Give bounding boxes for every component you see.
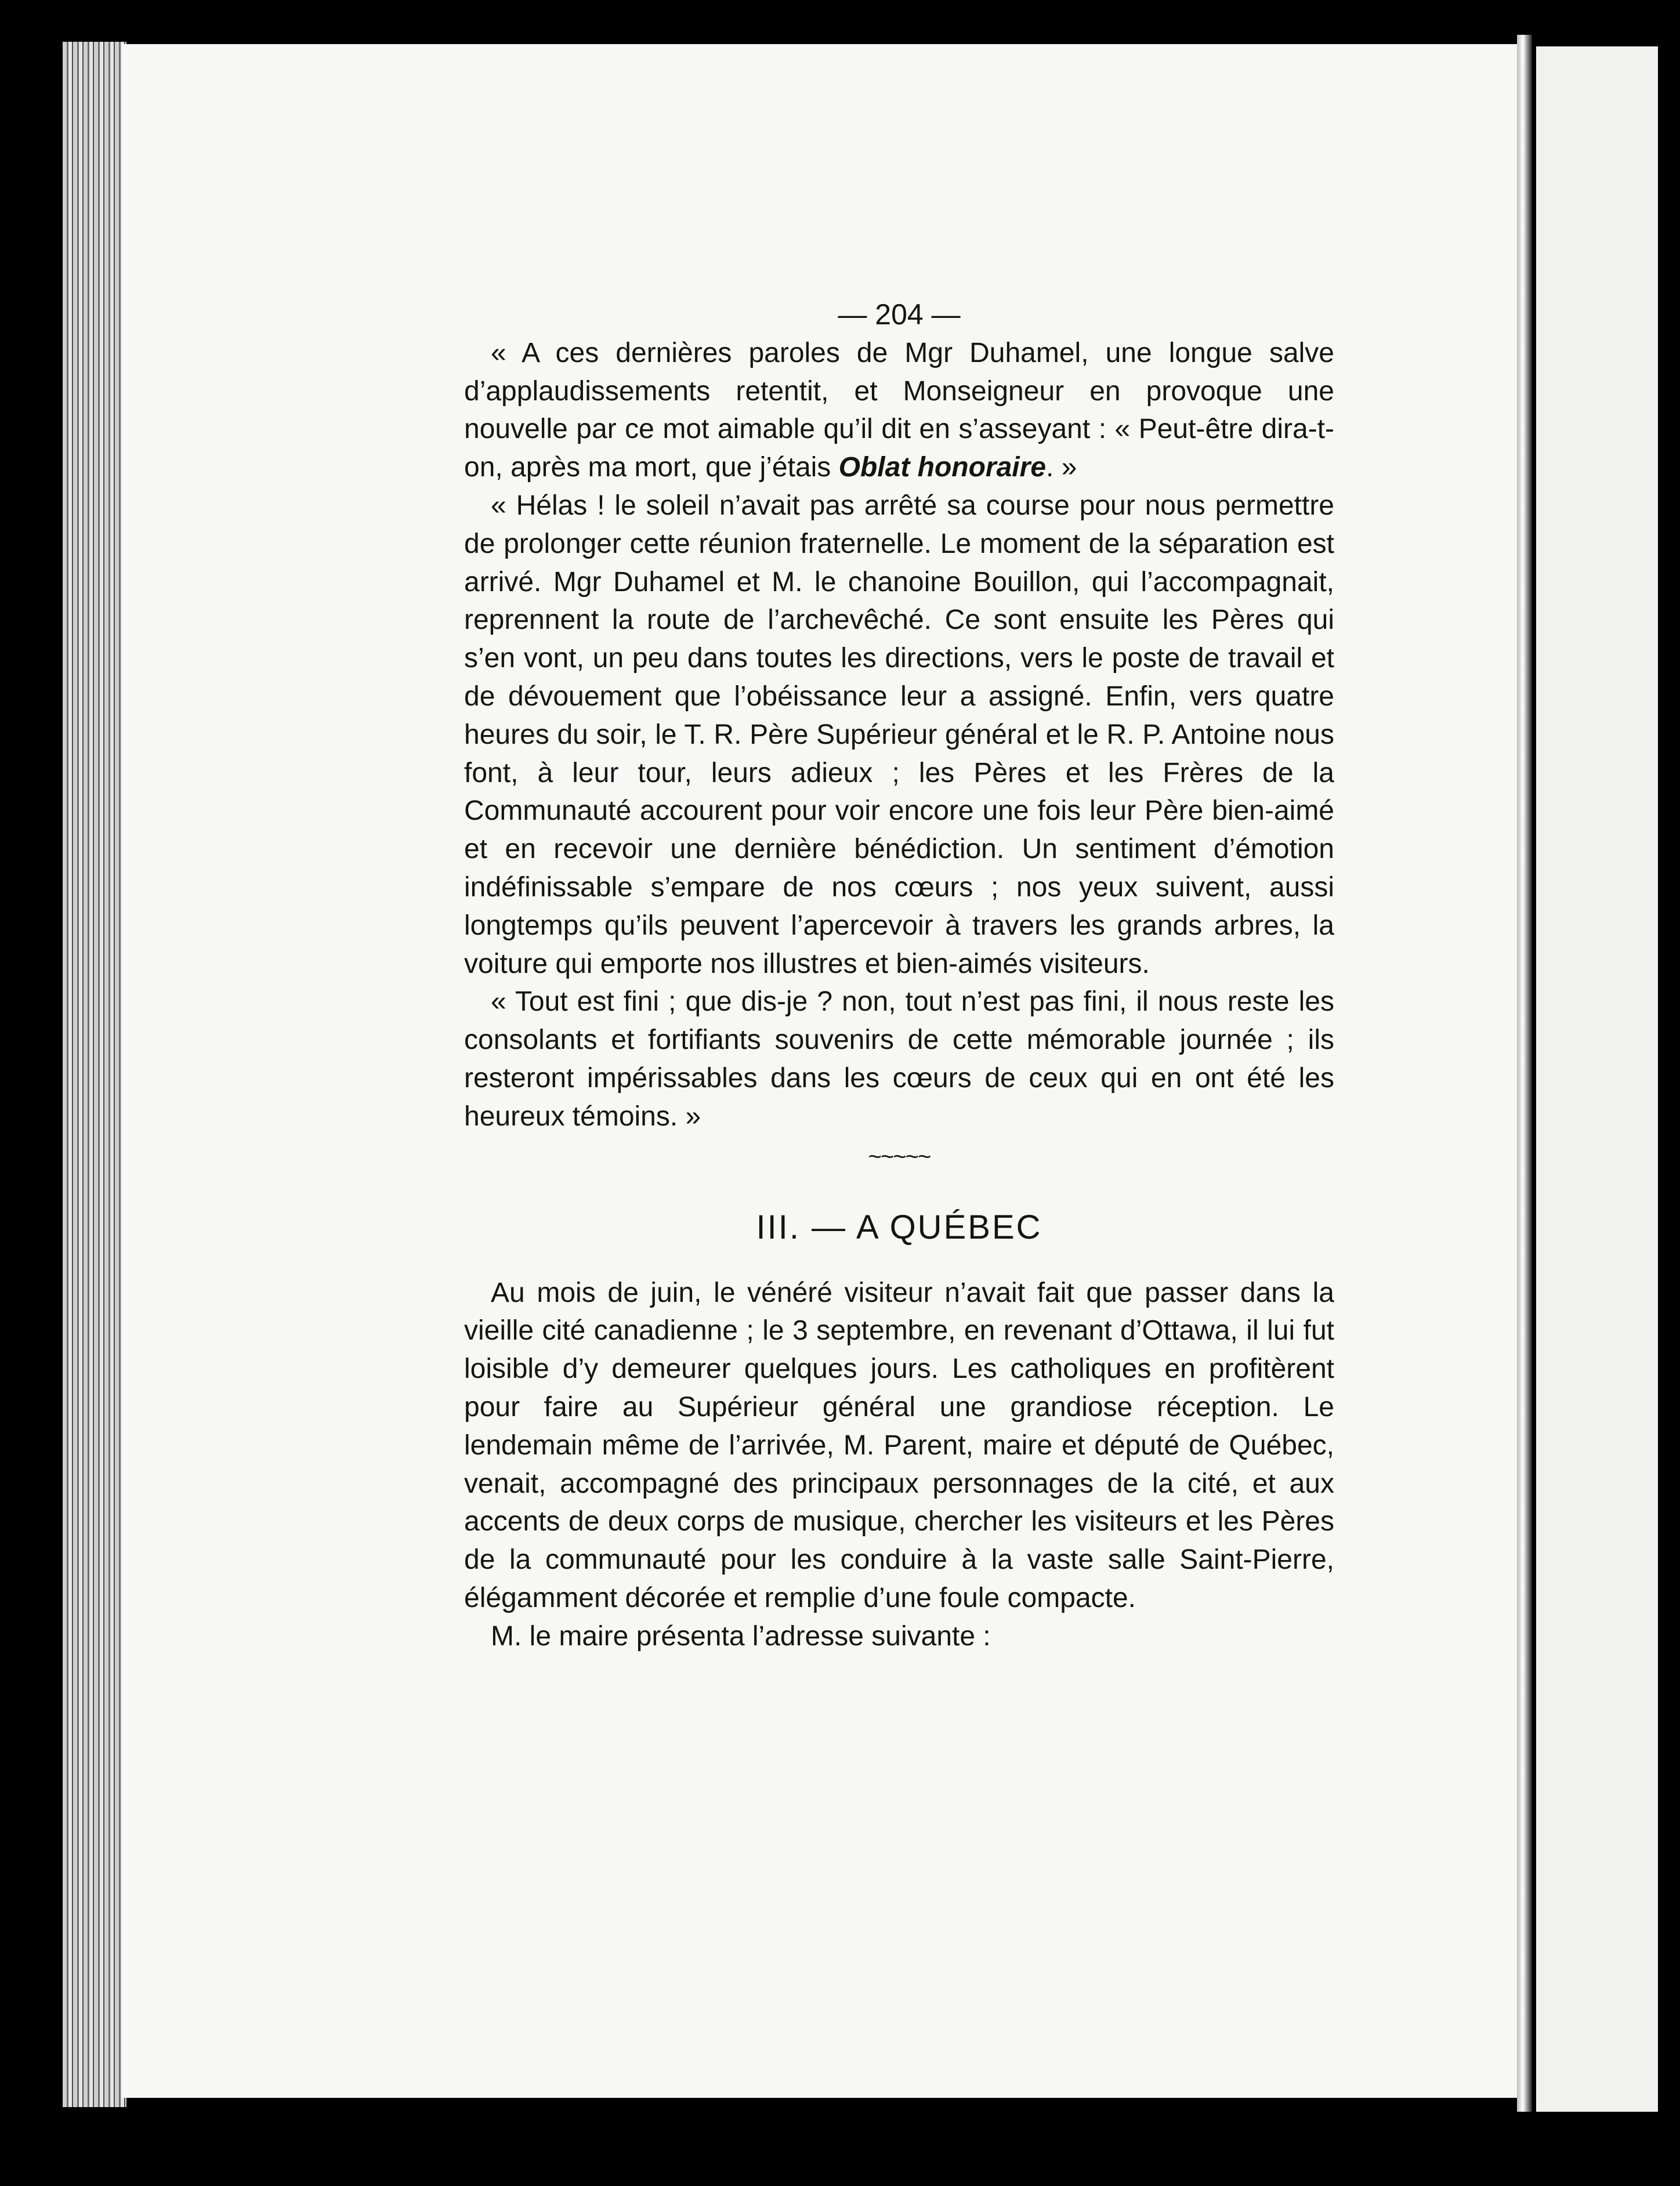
paragraph — [464, 334, 1334, 487]
italic-text: Oblat honoraire — [838, 452, 1047, 483]
paragraph: « Tout est fini ; que dis-je ? non, tout n’est pas fini, il nous reste les consolants et fortifiants souvenirs de cette mémorable journée ; ils resteront impérissables dans les cœurs de ceux qui en ont été les heureux témoins. » — [464, 986, 1334, 1132]
paragraph-text: « A ces dernières paroles de Mgr Duhamel, une longue salve d’applaudissements retentit, et Monseigneur en provoque une nouvelle par ce mot aimable qu’il dit en s’asseyant : « Peut-être dira-t-on, après ma mort, que j’étais — [464, 337, 1334, 483]
paragraph-tail: . » — [1046, 452, 1077, 483]
page-text — [464, 296, 1334, 1656]
section-title: III. — A QUÉBEC — [756, 1208, 1042, 1246]
book-gutter — [1517, 35, 1532, 2112]
paragraph: Au mois de juin, le vénéré visiteur n’avait fait que passer dans la vieille cité canadienne ; le 3 septembre, en revenant d’Ottawa, il lui fut loisible d’y demeurer quelques jours. Les catholiques en profitèrent pour faire au Supérieur général une grandiose réception. Le lendemain même de l’arrivée, M. Parent, maire et député de Québec, venait, accompagné des principaux personnages de la cité, et aux accents de deux corps de musique, chercher les visiteurs et les Pères de la communauté pour les conduire à la vaste salle Saint-Pierre, élégamment décorée et remplie d’une foule compacte. — [464, 1277, 1334, 1613]
page-number: — 204 — — [838, 298, 961, 331]
page-edges — [63, 42, 126, 2107]
paragraph: M. le maire présenta l’adresse suivante : — [491, 1620, 991, 1652]
paragraph: « Hélas ! le soleil n’avait pas arrêté sa course pour nous permettre de prolonger cette réunion fraternelle. Le moment de la séparation est arrivé. Mgr Duhamel et M. le chanoine Bouillon, qui l’accompagnait, reprennent la route de l’archevêché. Ce sont ensuite les Pères qui s’en vont, un peu dans toutes les directions, vers le poste de travail et de dévouement que l’obéissance leur a assigné. Enfin, vers quatre heures du soir, le T. R. Père Supérieur général et le R. P. Antoine nous font, à leur tour, leurs adieux ; les Pères et les Frères de la Communauté accourent pour voir encore une fois leur Père bien-aimé et en recevoir une dernière bénédiction. Un sentiment d’émotion indéfinissable s’empare de nos cœurs ; nos yeux suivent, aussi longtemps qu’ils peuvent l’apercevoir à travers les grands arbres, la voiture qui emporte nos illustres et bien-aimés visiteurs. — [464, 490, 1334, 979]
ornament-divider: ~~~~~ — [868, 1143, 930, 1170]
facing-page — [1536, 46, 1658, 2112]
